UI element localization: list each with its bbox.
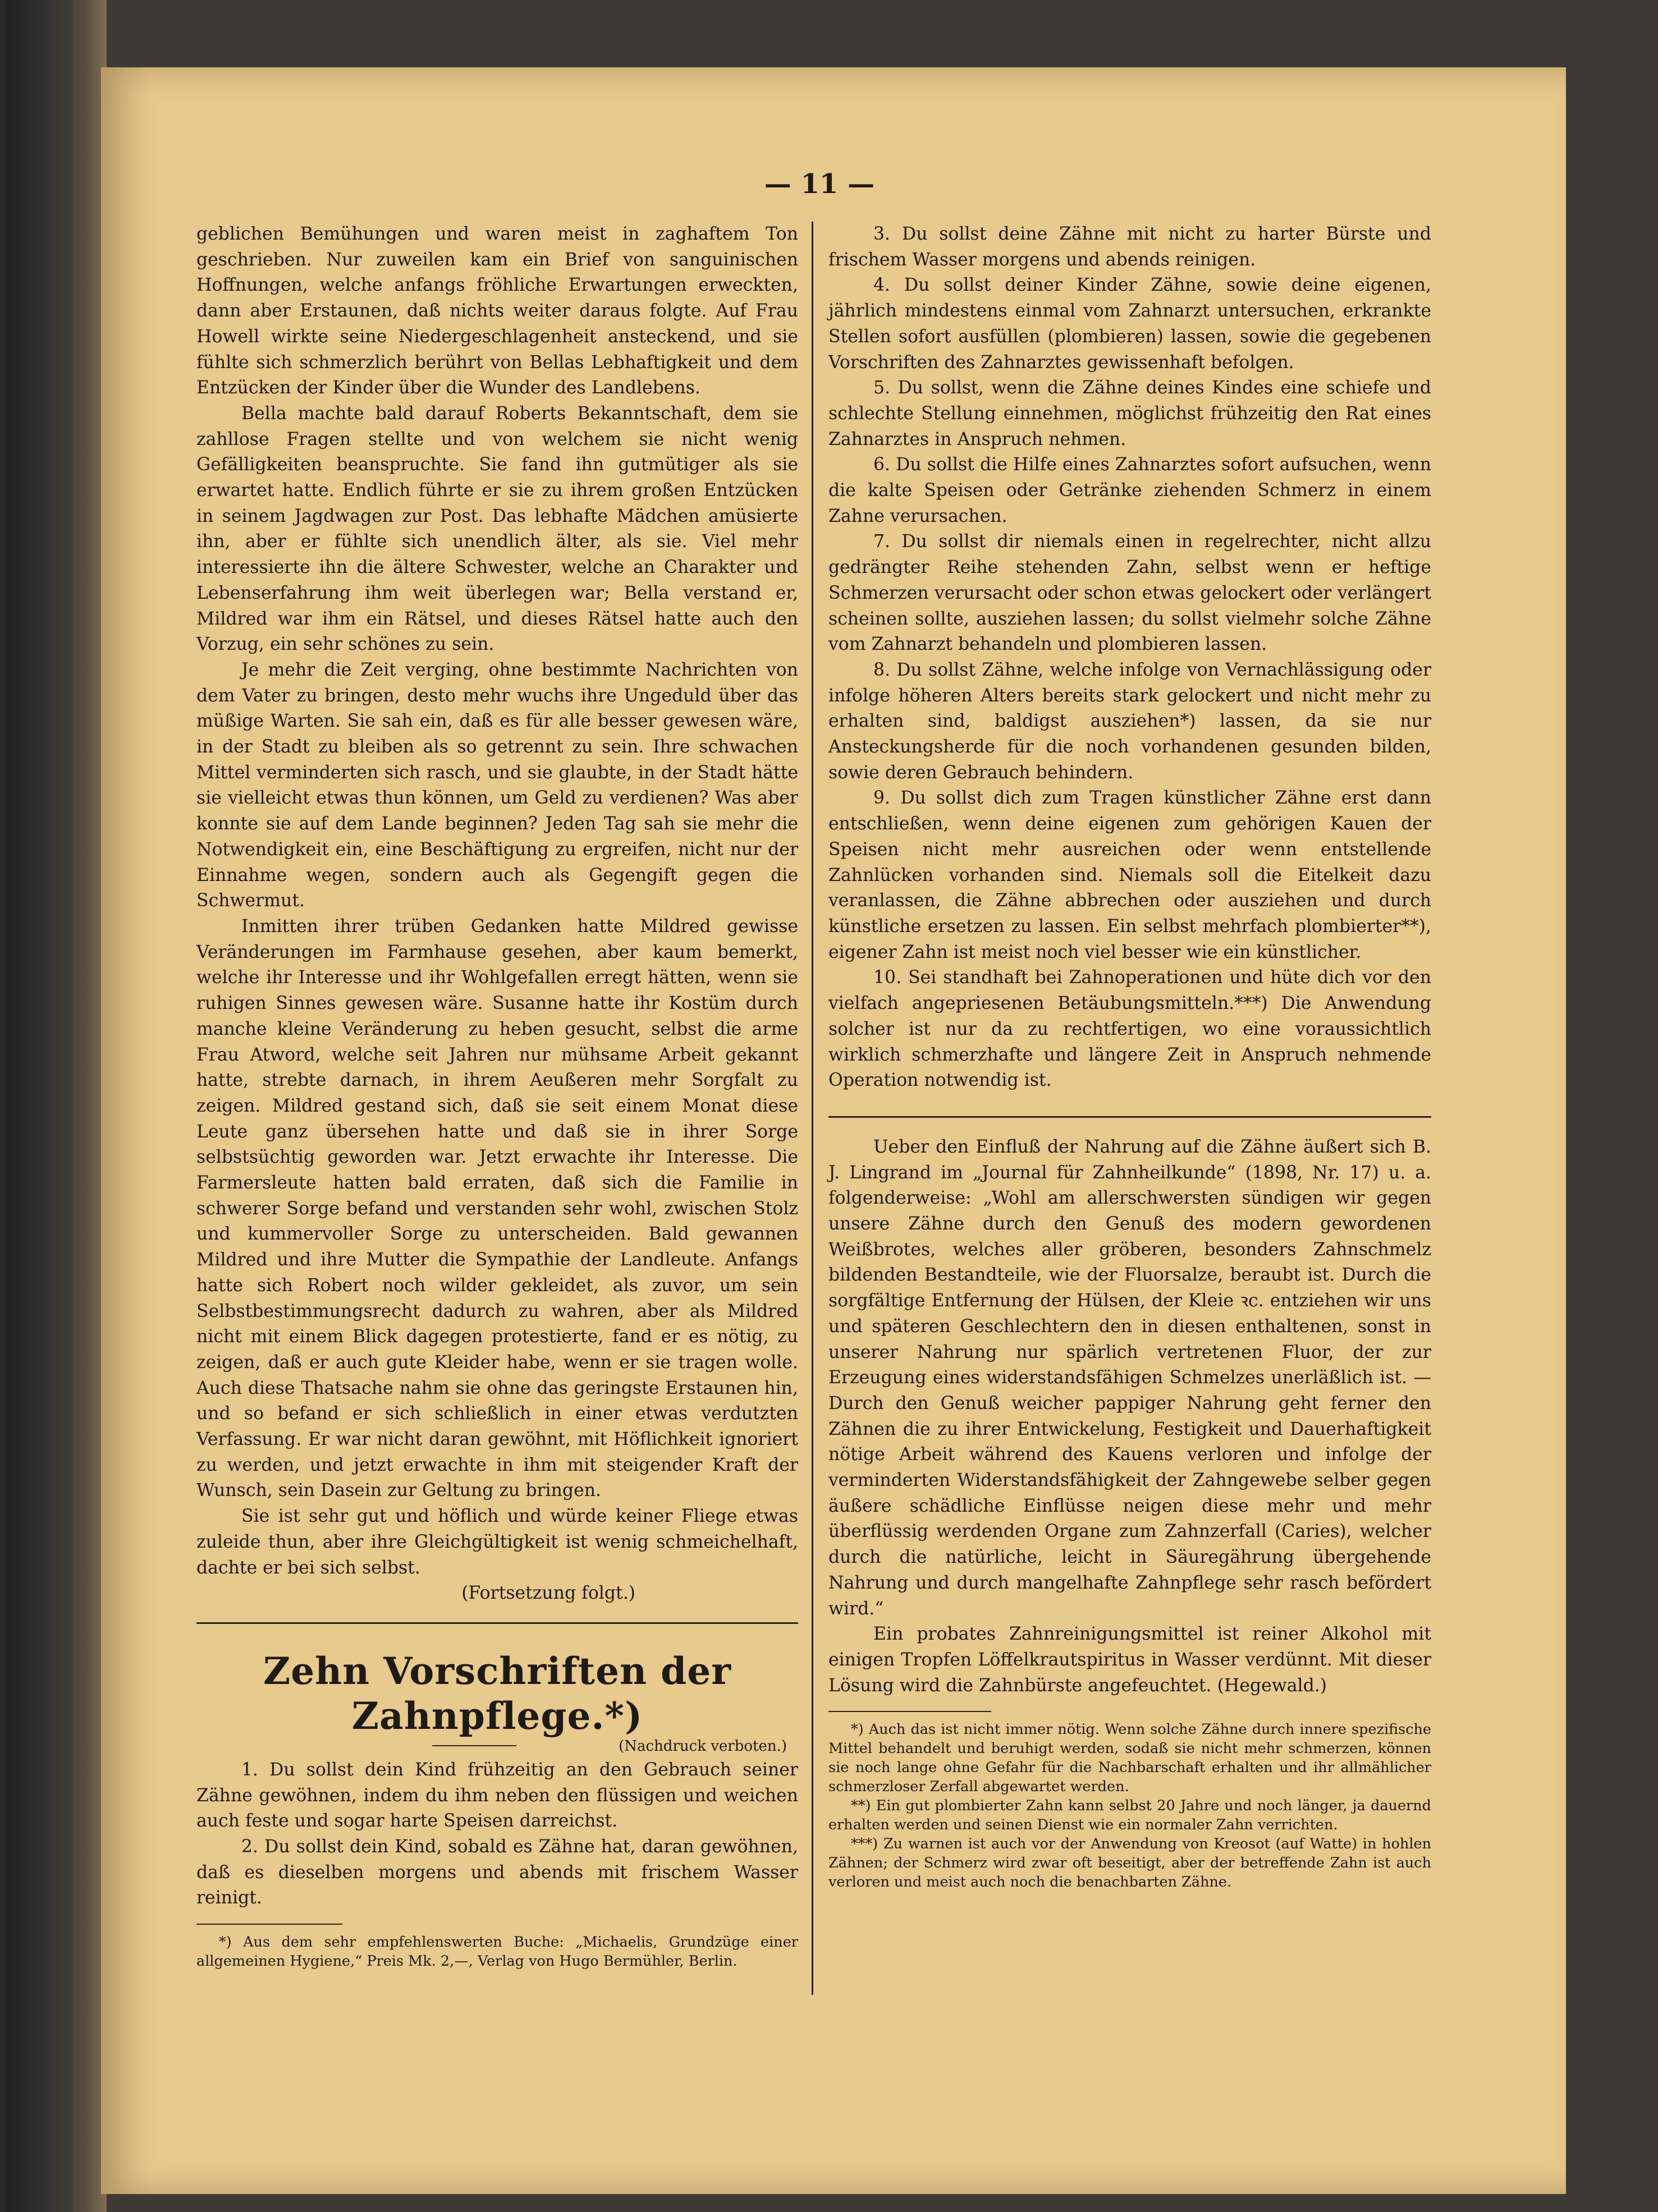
spine-shadow	[0, 0, 107, 2212]
rule-item: 6. Du sollst die Hilfe eines Zahnarztes sofort aufsuchen, wenn die kalte Speisen oder Getränke ziehenden Schmerz in einem Zahne verursachen.	[828, 455, 1431, 526]
rule-item: 9. Du sollst dich zum Tragen künstlicher Zähne erst dann entschließen, wenn deine eigenen zum gehörigen Kauen der Speisen nicht mehr ausreichen oder wenn entstellende Zahnlücken vorhanden sind. Niemals soll die Eitelkeit dazu veranlassen, die Zähne abbrechen oder ausziehen und durch künstliche ersetzen zu lassen. Ein selbst mehrfach plombierter**), eigener Zahn ist meist noch viel besser wie ein künstlicher.	[828, 788, 1431, 962]
right-column	[828, 222, 1431, 1892]
story-paragraph: Je mehr die Zeit verging, ohne bestimmte Nachrichten von dem Vater zu bringen, desto mehr wuchs ihre Ungeduld über das müßige Warten. Sie sah ein, daß es für alle besser gewesen wäre, in der Stadt zu bleiben als so getrennt zu sein. Ihre schwachen Mittel verminderten sich rasch, und sie glaubte, in der Stadt hätte sie vielleicht etwas thun können, um Geld zu verdienen? Was aber konnte sie auf dem Lande beginnen? Jeden Tag sah sie mehr die Notwendigkeit ein, eine Beschäftigung zu ergreifen, nicht nur der Einnahme wegen, sondern auch als Gegengift gegen die Schwermut.	[196, 659, 798, 911]
rule-item: 10. Sei standhaft bei Zahnoperationen und hüte dich vor den vielfach angepriesenen Betäubungsmitteln.***) Die Anwendung solcher ist nur da zu rechtfertigen, wo eine voraussichtlich wirklich schmerzhafte und längere Zeit in Anspruch nehmende Operation notwendig ist.	[828, 967, 1431, 1091]
reprint-note: (Nachdruck verboten.)	[619, 1737, 787, 1755]
article-paragraph: Ueber den Einfluß der Nahrung auf die Zähne äußert sich B. J. Lingrand im „Journal für Zahnheilkunde“ (1898, Nr. 17) u. a. folgenderweise: „Wohl am allerschwersten sündigen wir gegen unsere Zähne durch den Genuß des modern gewordenen Weißbrotes, welches aller gröberen, besonders Zahnschmelz bildenden Bestandteile, wie der Fluorsalze, beraubt ist. Durch die sorgfältige Entfernung der Hülsen, der Kleie ꝛc. entziehen wir uns und späteren Geschlechtern den in diesen enthaltenen, sonst in unserer Nahrung nur spärlich vertretenen Fluor, der zur Erzeugung eines widerstandsfähigen Schmelzes unerläßlich ist. — Durch den Genuß weicher pappiger Nahrung geht ferner den Zähnen die zu ihrer Entwickelung, Festigkeit und Dauerhaftigkeit nötige Arbeit während des Kauens verloren und infolge der verminderten Widerstandsfähigkeit der Zahngewebe selber gegen äußere schädliche Einflüsse neigen diese mehr und mehr überflüssig werdenden Organe zum Zahnzerfall (Caries), welcher durch die natürliche, leicht in Säuregährung übergehende Nahrung und durch mangelhafte Zahnpflege sehr rasch befördert wird.“	[828, 1136, 1431, 1619]
footnote: ***) Zu warnen ist auch vor der Anwendung von Kreosot (auf Watte) in hohlen Zähnen; der Schmerz wird zwar oft beseitigt, aber der betreffende Zahn ist auch verloren und meist auch noch die benachbarten Zähne.	[828, 1835, 1431, 1891]
footnote: **) Ein gut plombierter Zahn kann selbst 20 Jahre und noch länger, ja dauernd erhalten werden und seinen Dienst wie ein normaler Zahn verrichten.	[828, 1797, 1431, 1834]
rule-item: 7. Du sollst dir niemals einen in regelrechter, nicht allzu gedrängter Reihe stehenden Zahn, selbst wenn er heftige Schmerzen verursacht oder schon etwas gelockert oder verlängert scheinen sollte, ausziehen lassen; du sollst vielmehr solche Zähne vom Zahnarzt behandeln und plombieren lassen.	[828, 531, 1431, 655]
rule-item: 8. Du sollst Zähne, welche infolge von Vernachlässigung oder infolge höheren Alters bereits stark gelockert und nicht mehr zu erhalten sind, baldigst ausziehen*) lassen, da sie nur Ansteckungsherde für die noch vorhandenen gesunden bilden, sowie deren Gebrauch behindern.	[828, 659, 1431, 783]
rule-item: 2. Du sollst dein Kind, sobald es Zähne hat, daran gewöhnen, daß es dieselben morgens und abends mit frischem Wasser reinigt.	[196, 1837, 798, 1908]
story-paragraph: Bella machte bald darauf Roberts Bekanntschaft, dem sie zahllose Fragen stellte und von welchem sie nicht wenig Gefälligkeiten beanspruchte. Sie fand ihn gutmütiger als sie erwartet hatte. Endlich führte er sie zu ihrem großen Entzücken in seinem Jagdwagen zur Post. Das lebhafte Mädchen amüsierte ihn, aber er fühlte sich unendlich älter, als sie. Viel mehr interessierte ihn die ältere Schwester, welche an Charakter und Lebenserfahrung ihm weit überlegen war; Bella verstand er, Mildred war ihm ein Rätsel, und dieses Rätsel hatte auch den Vorzug, ein sehr schönes zu sein.	[196, 403, 798, 655]
footnote: *) Aus dem sehr empfehlenswerten Buche: „Michaelis, Grundzüge einer allgemeinen Hygiene,“ Preis Mk. 2,—, Verlag von Hugo Bermühler, Berlin.	[196, 1934, 798, 1970]
heading-rule-row	[196, 1738, 798, 1757]
rule-item: 5. Du sollst, wenn die Zähne deines Kindes eine schiefe und schlechte Stellung einnehmen, möglichst frühzeitig den Rat eines Zahnarztes in Anspruch nehmen.	[828, 378, 1431, 449]
footnotes	[196, 1933, 798, 1971]
continuation-note: (Fortsetzung folgt.)	[461, 1583, 635, 1604]
left-column	[196, 222, 798, 1971]
rule-item: 4. Du sollst deiner Kinder Zähne, sowie deine eigenen, jährlich mindestens einmal vom Zahnarzt untersuchen, erkrankte Stellen sofort ausfüllen (plombieren) lassen, sowie die gegebenen Vorschriften des Zahnarztes gewissenhaft befolgen.	[828, 275, 1431, 373]
footnotes	[828, 1720, 1431, 1892]
rule-item: 3. Du sollst deine Zähne mit nicht zu harter Bürste und frischem Wasser morgens und abends reinigen.	[828, 224, 1431, 270]
story-paragraph: Sie ist sehr gut und höflich und würde keiner Fliege etwas zuleide thun, aber ihre Gleichgültigkeit ist wenig schmeichelhaft, dachte er bei sich selbst.	[196, 1506, 798, 1578]
section-rule	[828, 1116, 1431, 1118]
article-paragraph: Ein probates Zahnreinigungsmittel ist reiner Alkohol mit einigen Tropfen Löffelkrautspiritus in Wasser verdünnt. Mit dieser Lösung wird die Zahnbürste angefeuchtet. (Hegewald.)	[828, 1624, 1431, 1696]
page-number: — 11 —	[764, 168, 875, 200]
story-paragraph: Inmitten ihrer trüben Gedanken hatte Mildred gewisse Veränderungen im Farmhause gesehen, aber kaum bemerkt, welche ihr Interesse und ihr Wohlgefallen erregt hätten, wenn sie ruhigen Sinnes gewesen wäre. Susanne hatte ihr Kostüm durch manche kleine Veränderung zu heben gesucht, selbst die arme Frau Atword, welche seit Jahren nur mühsame Arbeit gekannt hatte, strebte darnach, in ihrem Aeußeren mehr Sorgfalt zu zeigen. Mildred gestand sich, daß sie seit einem Monat diese Leute ganz übersehen hatte und daß sie in ihrer Sorge selbstsüchtig geworden war. Jetzt erwachte ihr Interesse. Die Farmersleute hatten bald erraten, daß sich die Familie in schwerer Sorge befand und verstanden sehr wohl, zwischen Stolz und kummervoller Sorge zu unterscheiden. Bald gewannen Mildred und ihre Mutter die Sympathie der Landleute. Anfangs hatte sich Robert noch wilder gekleidet, als zuvor, um sein Selbstbestimmungsrecht dadurch zu wahren, aber als Mildred nicht mit einem Blick dagegen protestierte, fand er es nötig, zu zeigen, daß er auch gute Kleider habe, wenn er sie tragen wolle. Auch diese Thatsache nahm sie ohne das geringste Erstaunen hin, und so befand er sich schließlich in einer etwas verdutzten Verfassung. Er war nicht daran gewöhnt, mit Höflichkeit ignoriert zu werden, und jetzt erwachte in ihm mit steigender Kraft der Wunsch, sein Dasein zur Geltung zu bringen.	[196, 916, 798, 1501]
article-heading: Zehn Vorschriften der Zahnpflege.*)	[263, 1649, 731, 1738]
rule-item: 1. Du sollst dein Kind frühzeitig an den Gebrauch seiner Zähne gewöhnen, indem du ihm neben den flüssigen und weichen auch feste und sogar harte Speisen darreichst.	[196, 1759, 798, 1832]
heading-rule	[432, 1745, 516, 1746]
footnote: *) Auch das ist nicht immer nötig. Wenn solche Zähne durch innere spezifische Mittel behandelt und beruhigt werden, sodaß sie nicht mehr schmerzen, können sie noch lange ohne Gefahr für die Nachbarschaft erhalten und ihr allmählicher schmerzloser Zerfall abgewartet werden.	[828, 1721, 1431, 1796]
column-divider	[812, 222, 813, 1995]
footnote-separator	[828, 1711, 991, 1712]
story-paragraph: geblichen Bemühungen und waren meist in zaghaftem Ton geschrieben. Nur zuweilen kam ein Brief von sanguinischen Hoffnungen, welche anfangs fröhliche Erwartungen erweckten, dann aber Erstaunen, daß nichts weiter daraus folgte. Auf Frau Howell wirkte seine Niedergeschlagenheit ansteckend, und sie fühlte sich schmerzlich berührt von Bellas Lebhaftigkeit und dem Entzücken der Kinder über die Wunder des Landlebens.	[196, 224, 798, 398]
section-rule	[196, 1622, 798, 1624]
footnote-separator	[196, 1924, 342, 1925]
